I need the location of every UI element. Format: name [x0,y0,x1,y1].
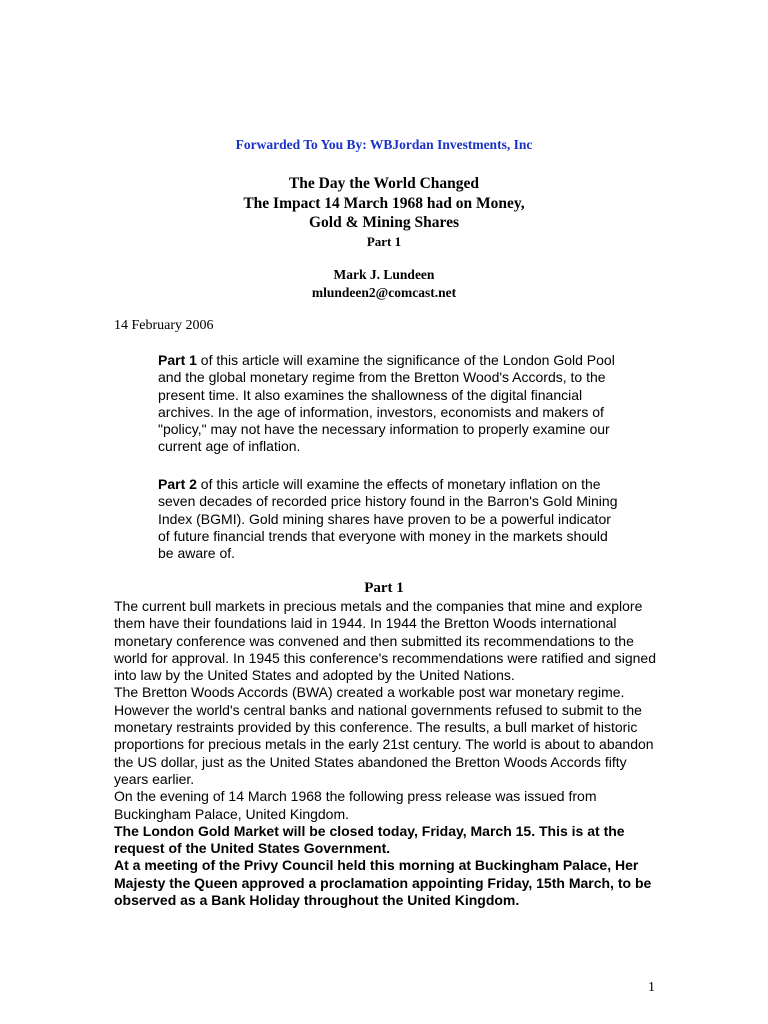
forwarded-by-line: Forwarded To You By: WBJordan Investments, Inc [235,137,533,152]
press-release-quote: The London Gold Market will be closed today, Friday, March 15. This is at the request of the United States Government. [114,822,625,857]
intro-part2-label: Part 2 [158,476,197,492]
intro-paragraph-1 [158,352,618,456]
section-body [114,598,659,909]
intro-part1-label: Part 1 [158,352,197,368]
article-title [0,174,768,250]
title-line-2: The Impact 14 March 1968 had on Money, [243,194,525,212]
article-date: 14 February 2006 [114,318,214,333]
body-paragraph: The Bretton Woods Accords (BWA) created a workable post war monetary regime. However the world's central banks and national governments refused to submit to the monetary restraints provided by this conference. The results, a bull market of historic proportions for precious metals in the early 21st century. The world is about to abandon the US dollar, just as the United States abandoned the Bretton Woods Accords fifty years earlier. [114,684,654,787]
author-name: Mark J. Lundeen [333,267,435,282]
intro-part1-text: of this article will examine the significance of the London Gold Pool and the global monetary regime from the Bretton Wood's Accords, to the present time. It also examines the shallowness of the digital financial archives. In the age of information, investors, economists and makers of "policy," may not have the necessary information to properly examine our current age of inflation. [158,352,615,455]
section-heading: Part 1 [364,580,404,596]
body-paragraph: The current bull markets in precious metals and the companies that mine and explore them have their foundations laid in 1944. In 1944 the Bretton Woods international monetary conference was convened and then submitted its recommendations to the world for approval. In 1945 this conference's recommendations were ratified and signed into law by the United States and adopted by the United Nations. [114,598,656,684]
author-email: mlundeen2@comcast.net [311,285,457,300]
title-line-3: Gold & Mining Shares [308,214,459,231]
page-number: 1 [648,980,655,995]
press-release-quote: At a meeting of the Privy Council held this morning at Buckingham Palace, Her Majesty the Queen approved a proclamation appointing Friday, 15th March, to be observed as a Bank Holiday throughout the United Kingdom. [114,857,652,909]
intro-part2-text: of this article will examine the effects of monetary inflation on the seven decades of recorded price history found in the Barron's Gold Mining Index (BGMI). Gold mining shares have proven to be a powerful indicator of future financial trends that everyone with money in the markets should be aware of. [158,476,618,562]
title-part-label: Part 1 [366,233,402,249]
intro-paragraph-2 [158,476,618,562]
title-line-1: The Day the World Changed [288,175,480,192]
body-paragraph: On the evening of 14 March 1968 the following press release was issued from Buckingham Palace, United Kingdom. [114,788,597,822]
author-block [0,266,768,302]
